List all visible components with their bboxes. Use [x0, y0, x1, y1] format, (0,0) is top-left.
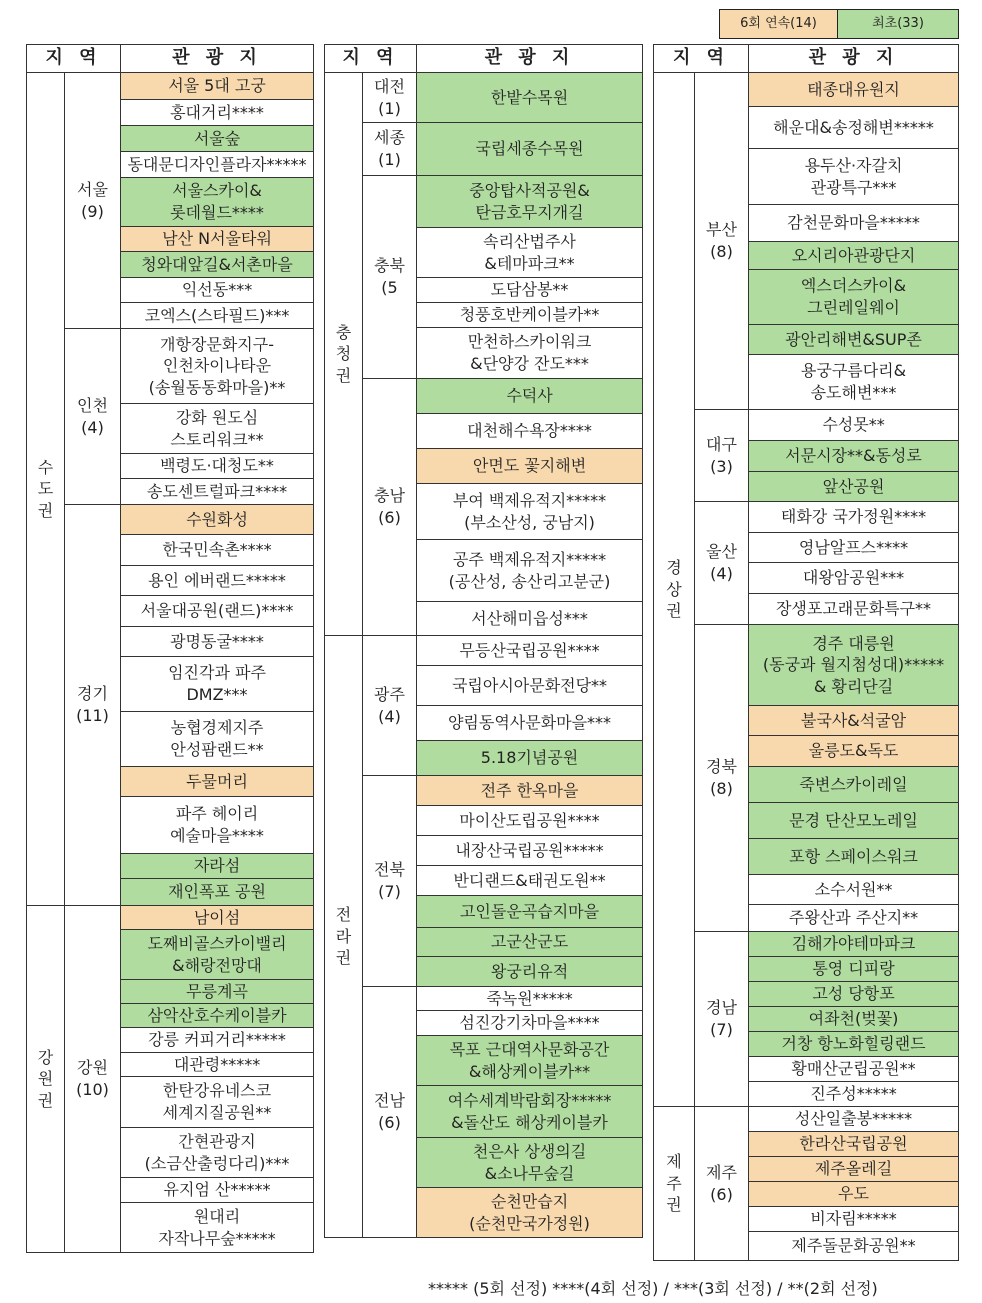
attraction-cell: 천은사 상생의길 &소나무숲길: [417, 1138, 643, 1188]
attraction-cell: 서산해미읍성***: [417, 602, 643, 636]
attraction-cell: 여좌천(벚꽃): [749, 1007, 959, 1032]
attraction-cell: 농협경제지주 안성팜랜드**: [121, 712, 314, 767]
attraction-cell: 고군산군도: [417, 928, 643, 957]
attraction-cell: 우도: [749, 1182, 959, 1207]
attraction-cell: 홍대거리****: [121, 100, 314, 126]
attraction-cell: 용두산·자갈치 관광특구***: [749, 149, 959, 205]
subregion-cell: 세종 (1): [363, 123, 417, 176]
region-header: 지 역: [325, 45, 417, 73]
attraction-cell: 감천문화마을*****: [749, 205, 959, 242]
attraction-cell: 국립세종수목원: [417, 123, 643, 176]
attraction-cell: 삼악산호수케이블카: [121, 1004, 314, 1028]
subregion-cell: 대전 (1): [363, 73, 417, 123]
attraction-cell: 유지엄 산*****: [121, 1178, 314, 1203]
attraction-cell: 왕궁리유적: [417, 957, 643, 987]
region-group-cell: 경 상 권: [654, 73, 695, 1107]
attraction-cell: 수덕사: [417, 379, 643, 414]
table-row: [325, 73, 643, 123]
subregion-cell: 강원 (10): [65, 906, 121, 1253]
table-row: [654, 502, 959, 533]
region-column-2: [324, 44, 643, 1238]
attraction-cell: 문경 단산모노레일: [749, 803, 959, 839]
table-row: [27, 329, 314, 404]
attraction-cell: 오시리아관광단지: [749, 242, 959, 270]
attraction-cell: 한국민속촌****: [121, 535, 314, 566]
attraction-cell: 해운대&송정해변*****: [749, 107, 959, 149]
attraction-cell: 여수세계박람회장***** &돌산도 해상케이블카: [417, 1086, 643, 1138]
attraction-cell: 개항장문화지구- 인천차이나타운 (송월동동화마을)**: [121, 329, 314, 404]
attraction-cell: 고성 당항포: [749, 982, 959, 1007]
attraction-cell: 청풍호반케이블카**: [417, 303, 643, 328]
attraction-cell: 5.18기념공원: [417, 741, 643, 776]
attraction-cell: 서문시장**&동성로: [749, 441, 959, 472]
legend-consecutive: 6회 연속(14): [720, 10, 838, 38]
subregion-cell: 인천 (4): [65, 329, 121, 505]
table-row: [325, 123, 643, 176]
attraction-cell: 광안리해변&SUP존: [749, 325, 959, 355]
attraction-cell: 광명동굴****: [121, 627, 314, 657]
attraction-cell: 무릉계곡: [121, 980, 314, 1004]
attraction-cell: 안면도 꽃지해변: [417, 449, 643, 484]
attraction-cell: 공주 백제유적지***** (공산성, 송산리고분군): [417, 540, 643, 602]
attraction-cell: 태종대유원지: [749, 73, 959, 107]
subregion-cell: 전북 (7): [363, 776, 417, 987]
table-row: [325, 636, 643, 666]
attraction-cell: 섬진강기차마을****: [417, 1011, 643, 1036]
attraction-cell: 간현관광지 (소금산출렁다리)***: [121, 1128, 314, 1178]
legend-first: 최초(33): [838, 10, 958, 38]
attraction-cell: 순천만습지 (순천만국가정원): [417, 1188, 643, 1238]
region-header: 지 역: [654, 45, 749, 73]
attraction-cell: 죽녹원*****: [417, 987, 643, 1011]
table-row: [325, 379, 643, 414]
attraction-cell: 제주돌문화공원**: [749, 1232, 959, 1261]
attraction-cell: 경주 대릉원 (동궁과 월지첨성대)***** & 황리단길: [749, 625, 959, 706]
attraction-cell: 백령도·대청도**: [121, 454, 314, 479]
attraction-cell: 서울숲: [121, 126, 314, 152]
attraction-cell: 비자림*****: [749, 1207, 959, 1232]
subregion-cell: 부산 (8): [695, 73, 749, 410]
attraction-cell: 남이섬: [121, 906, 314, 930]
attraction-cell: 속리산법주사 &테마파크**: [417, 228, 643, 278]
attraction-cell: 용궁구름다리& 송도해변***: [749, 355, 959, 410]
attraction-cell: 동대문디자인플라자*****: [121, 152, 314, 178]
attraction-cell: 중앙탑사적공원& 탄금호무지개길: [417, 176, 643, 228]
attraction-cell: 만천하스카이워크 &단양강 잔도***: [417, 328, 643, 379]
attraction-cell: 서울대공원(랜드)****: [121, 596, 314, 627]
subregion-cell: 충북 (5: [363, 176, 417, 379]
attraction-cell: 한탄강유네스코 세계지질공원**: [121, 1077, 314, 1128]
table-row: [27, 505, 314, 535]
region-table: [324, 44, 643, 1238]
attraction-cell: 태화강 국가정원****: [749, 502, 959, 533]
attraction-cell: 자라섬: [121, 854, 314, 879]
attraction-cell: 거창 항노화힐링랜드: [749, 1032, 959, 1057]
attraction-cell: 수성못**: [749, 410, 959, 441]
region-group-cell: 강 원 권: [27, 906, 65, 1253]
attraction-cell: 부여 백제유적지***** (부소산성, 궁남지): [417, 484, 643, 540]
table-row: [325, 776, 643, 806]
attraction-cell: 불국사&석굴암: [749, 706, 959, 736]
table-row: [654, 1107, 959, 1132]
region-header: 지 역: [27, 45, 121, 73]
attraction-cell: 김해가야테마파크: [749, 932, 959, 957]
attraction-cell: 국립아시아문화전당**: [417, 666, 643, 706]
table-row: [27, 906, 314, 930]
attraction-cell: 남산 N서울타워: [121, 227, 314, 252]
attraction-cell: 서울스카이& 롯데월드****: [121, 178, 314, 227]
table-row: [325, 987, 643, 1011]
attraction-cell: 대관령*****: [121, 1053, 314, 1077]
region-group-cell: 제 주 권: [654, 1107, 695, 1261]
table-row: [654, 410, 959, 441]
attraction-cell: 영남알프스****: [749, 533, 959, 563]
attraction-cell: 죽변스카이레일: [749, 767, 959, 803]
attraction-cell: 반디랜드&태권도원**: [417, 866, 643, 896]
attraction-cell: 포항 스페이스워크: [749, 839, 959, 875]
attraction-cell: 제주올레길: [749, 1157, 959, 1182]
attraction-cell: 청와대앞길&서촌마을: [121, 252, 314, 278]
attraction-cell: 원대리 자작나무숲*****: [121, 1203, 314, 1253]
attraction-cell: 주왕산과 주산지**: [749, 905, 959, 932]
attraction-cell: 마이산도립공원****: [417, 806, 643, 836]
attraction-cell: 고인돌운곡습지마을: [417, 896, 643, 928]
subregion-cell: 울산 (4): [695, 502, 749, 625]
attraction-cell: 울릉도&독도: [749, 736, 959, 767]
attraction-cell: 통영 디피랑: [749, 957, 959, 982]
table-row: [27, 73, 314, 100]
table-row: [654, 73, 959, 107]
subregion-cell: 전남 (6): [363, 987, 417, 1238]
region-column-1: [26, 44, 314, 1253]
attraction-cell: 앞산공원: [749, 472, 959, 502]
attraction-header: 관 광 지: [749, 45, 959, 73]
attraction-cell: 황매산군립공원**: [749, 1057, 959, 1082]
subregion-cell: 대구 (3): [695, 410, 749, 502]
region-group-cell: 전 라 권: [325, 636, 363, 1238]
subregion-cell: 서울 (9): [65, 73, 121, 329]
subregion-cell: 충남 (6): [363, 379, 417, 636]
table-row: [325, 176, 643, 228]
attraction-cell: 대왕암공원***: [749, 563, 959, 594]
attraction-cell: 성산일출봉*****: [749, 1107, 959, 1132]
attraction-cell: 파주 헤이리 예술마을****: [121, 797, 314, 854]
subregion-cell: 경북 (8): [695, 625, 749, 932]
legend: [719, 9, 959, 39]
region-table: [26, 44, 314, 1253]
attraction-cell: 한라산국립공원: [749, 1132, 959, 1157]
subregion-cell: 경남 (7): [695, 932, 749, 1107]
region-group-cell: 충 청 권: [325, 73, 363, 636]
attraction-cell: 장생포고래문화특구**: [749, 594, 959, 625]
attraction-cell: 전주 한옥마을: [417, 776, 643, 806]
attraction-cell: 두물머리: [121, 767, 314, 797]
attraction-cell: 임진각과 파주 DMZ***: [121, 657, 314, 712]
attraction-cell: 도담삼봉**: [417, 278, 643, 303]
attraction-cell: 대천해수욕장****: [417, 414, 643, 449]
attraction-header: 관 광 지: [121, 45, 314, 73]
attraction-cell: 코엑스(스타필드)***: [121, 303, 314, 329]
attraction-cell: 무등산국립공원****: [417, 636, 643, 666]
table-row: [654, 932, 959, 957]
subregion-cell: 제주 (6): [695, 1107, 749, 1261]
attraction-cell: 용인 에버랜드*****: [121, 566, 314, 596]
attraction-cell: 강릉 커피거리*****: [121, 1028, 314, 1053]
region-table: [653, 44, 959, 1261]
attraction-cell: 서울 5대 고궁: [121, 73, 314, 100]
attraction-cell: 내장산국립공원*****: [417, 836, 643, 866]
attraction-cell: 양림동역사문화마을***: [417, 706, 643, 741]
attraction-cell: 진주성*****: [749, 1082, 959, 1107]
attraction-cell: 수원화성: [121, 505, 314, 535]
footnote: ***** (5회 선정) ****(4회 선정) / ***(3회 선정) / **(2회 선정): [428, 1279, 878, 1298]
attraction-cell: 도째비골스카이밸리 &해랑전망대: [121, 930, 314, 980]
region-group-cell: 수 도 권: [27, 73, 65, 906]
subregion-cell: 광주 (4): [363, 636, 417, 776]
attraction-cell: 익선동***: [121, 278, 314, 303]
region-column-3: [653, 44, 959, 1261]
table-row: [654, 625, 959, 706]
attraction-cell: 목포 근대역사문화공간 &해상케이블카**: [417, 1036, 643, 1086]
attraction-cell: 강화 원도심 스토리워크**: [121, 404, 314, 454]
attraction-cell: 엑스더스카이& 그린레일웨이: [749, 270, 959, 325]
attraction-cell: 송도센트럴파크****: [121, 479, 314, 505]
attraction-cell: 한밭수목원: [417, 73, 643, 123]
attraction-header: 관 광 지: [417, 45, 643, 73]
attraction-cell: 소수서원**: [749, 875, 959, 905]
attraction-cell: 재인폭포 공원: [121, 879, 314, 906]
subregion-cell: 경기 (11): [65, 505, 121, 906]
